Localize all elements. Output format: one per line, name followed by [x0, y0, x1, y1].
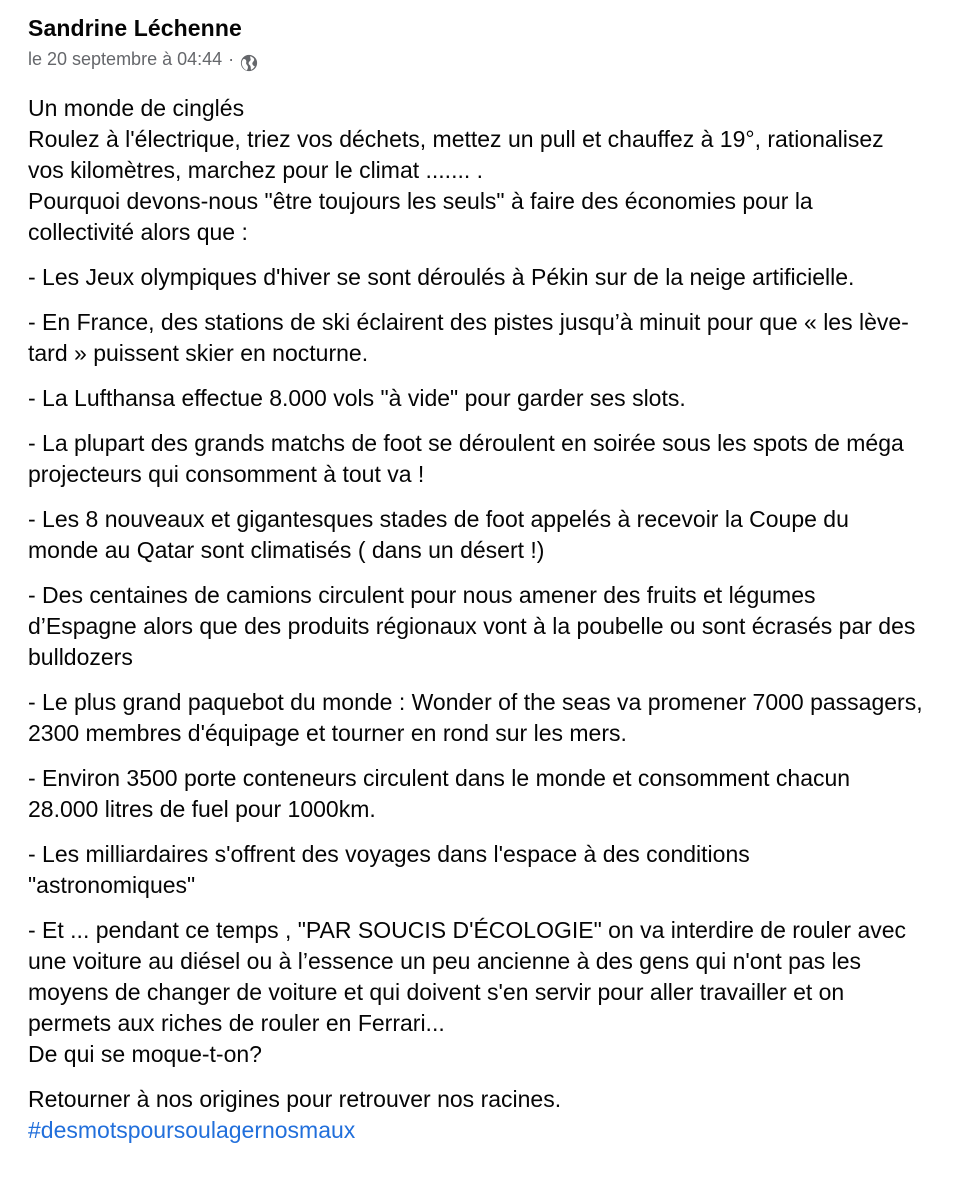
author-name[interactable]: Sandrine Léchenne — [28, 15, 242, 41]
list-item: - Les 8 nouveaux et gigantesques stades de foot appelés à recevoir la Coupe du monde au Qatar sont climatisés ( dans un désert !) — [28, 506, 849, 563]
question-line: De qui se moque-t-on? — [28, 1041, 262, 1067]
intro-line: Roulez à l'électrique, triez vos déchets, mettez un pull et chauffez à 19°, rationalisez vos kilomètres, marchez pour le climat ....... . — [28, 126, 884, 183]
meta-separator: · — [228, 49, 235, 69]
hashtag-link[interactable]: #desmotspoursoulagernosmaux — [28, 1117, 356, 1143]
post-body — [28, 93, 923, 1146]
intro-line: Pourquoi devons-nous "être toujours les seuls" à faire des économies pour la collectivité alors que : — [28, 188, 813, 245]
post-meta — [28, 45, 923, 73]
list-item: - En France, des stations de ski éclairent des pistes jusqu’à minuit pour que « les lève-tard » puissent skier en nocturne. — [28, 309, 909, 366]
post-timestamp[interactable]: le 20 septembre à 04:44 — [28, 49, 223, 69]
intro-title: Un monde de cinglés — [28, 95, 245, 121]
final-paragraph — [28, 915, 923, 1070]
list-item: - La plupart des grands matchs de foot se déroulent en soirée sous les spots de méga projecteurs qui consomment à tout va ! — [28, 430, 904, 487]
closing-line: Retourner à nos origines pour retrouver nos racines. — [28, 1086, 562, 1112]
final-item: - Et ... pendant ce temps , "PAR SOUCIS D'ÉCOLOGIE" on va interdire de rouler avec une voiture au diésel ou à l’essence un peu ancienne à des gens qui n'ont pas les moyens de changer de voiture et qui doivent s'en servir pour aller travailler et on permets aux riches de rouler en Ferrari... — [28, 917, 907, 1036]
list-item: - Les milliardaires s'offrent des voyages dans l'espace à des conditions "astronomiques" — [28, 841, 750, 898]
list-item: - Environ 3500 porte conteneurs circulent dans le monde et consomment chacun 28.000 litres de fuel pour 1000km. — [28, 765, 851, 822]
list-item: - Des centaines de camions circulent pour nous amener des fruits et légumes d’Espagne alors que des produits régionaux vont à la poubelle ou sont écrasés par des bulldozers — [28, 582, 916, 670]
closing-paragraph — [28, 1084, 923, 1146]
list-item: - Les Jeux olympiques d'hiver se sont déroulés à Pékin sur de la neige artificielle. — [28, 264, 855, 290]
intro-paragraph — [28, 93, 923, 248]
list-item: - La Lufthansa effectue 8.000 vols "à vide" pour garder ses slots. — [28, 385, 686, 411]
list-item: - Le plus grand paquebot du monde : Wonder of the seas va promener 7000 passagers, 2300 membres d'équipage et tourner en rond sur les mers. — [28, 689, 923, 746]
globe-icon[interactable] — [240, 52, 258, 70]
